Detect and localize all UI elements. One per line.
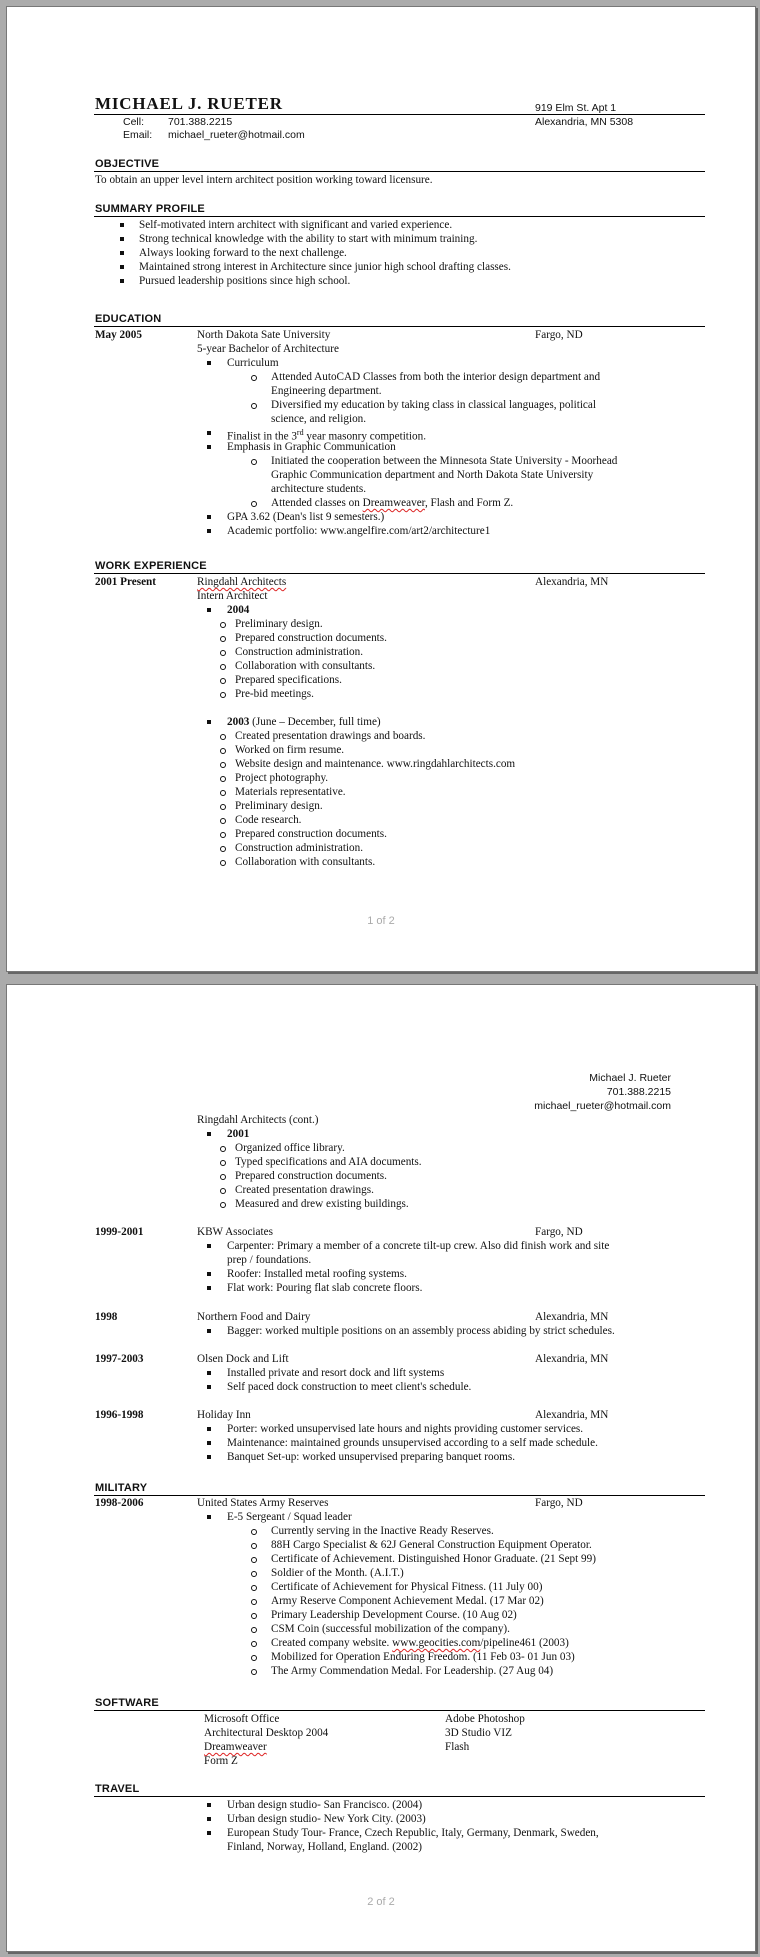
- job-location: Alexandria, MN: [535, 1409, 609, 1421]
- bullet-circle: [251, 1669, 257, 1675]
- software-item: Adobe Photoshop: [445, 1713, 525, 1725]
- bullet-square: [207, 1132, 211, 1136]
- task-item: Organized office library.: [235, 1142, 345, 1154]
- bullet-square: [207, 1371, 211, 1375]
- emphasis-item-cont: architecture students.: [271, 483, 367, 495]
- bullet-circle: [220, 734, 226, 740]
- job-location: Fargo, ND: [535, 1226, 583, 1238]
- military-item: 88H Cargo Specialist & 62J General Construction Equipment Operator.: [271, 1539, 592, 1551]
- military-item: Mobilized for Operation Enduring Freedom. (11 Feb 03- 01 Jun 03): [271, 1651, 575, 1663]
- bullet-circle: [220, 832, 226, 838]
- task-item: Prepared construction documents.: [235, 632, 387, 644]
- military-rank: E-5 Sergeant / Squad leader: [227, 1511, 352, 1523]
- bullet-circle: [251, 1571, 257, 1577]
- summary-item: Always looking forward to the next challenge.: [139, 247, 347, 259]
- job-duty: Banquet Set-up: worked unsupervised preparing banquet rooms.: [227, 1451, 516, 1463]
- bullet-circle: [220, 1146, 226, 1152]
- bullet-circle: [251, 1641, 257, 1647]
- job-duty: Bagger: worked multiple positions on an assembly process abiding by strict schedules.: [227, 1325, 615, 1337]
- bullet-square: [207, 445, 211, 449]
- work-title: Intern Architect: [197, 590, 268, 602]
- bullet-square: [207, 1286, 211, 1290]
- bullet-square: [207, 1385, 211, 1389]
- task-item: Construction administration.: [235, 842, 364, 854]
- job-date: 1998: [95, 1311, 118, 1323]
- task-item: Website design and maintenance. www.ringdahlarchitects.com: [235, 758, 516, 770]
- bullet-circle: [251, 1655, 257, 1661]
- year-2003: 2003: [227, 716, 250, 728]
- travel-item: European Study Tour- France, Czech Republic, Italy, Germany, Denmark, Sweden,: [227, 1827, 599, 1839]
- candidate-name: MICHAEL J. RUETER: [95, 94, 283, 113]
- military-date: 1998-2006: [95, 1497, 144, 1509]
- task-item: Collaboration with consultants.: [235, 856, 376, 868]
- military-item: Soldier of the Month. (A.I.T.): [271, 1567, 404, 1579]
- page-number: 1 of 2: [367, 915, 395, 927]
- summary-item: Strong technical knowledge with the ability to start with minimum training.: [139, 233, 478, 245]
- spellcheck-flagged-word: Dreamweaver: [362, 497, 425, 509]
- section-rule: [94, 1796, 705, 1797]
- job-company: Northern Food and Dairy: [197, 1311, 311, 1323]
- summary-item: Self-motivated intern architect with significant and varied experience.: [139, 219, 453, 231]
- education-date: May 2005: [95, 329, 142, 341]
- bullet-square: [207, 529, 211, 533]
- task-item: Collaboration with consultants.: [235, 660, 376, 672]
- education-heading: EDUCATION: [95, 313, 162, 325]
- bullet-circle: [220, 692, 226, 698]
- work-company: Ringdahl Architects: [197, 576, 287, 588]
- year-2004: 2004: [227, 604, 250, 616]
- summary-item: Pursued leadership positions since high school.: [139, 275, 351, 287]
- bullet-circle: [220, 636, 226, 642]
- email-label: Email:: [123, 129, 153, 141]
- job-duty: Maintenance: maintained grounds unsupervised according to a self made schedule.: [227, 1437, 598, 1449]
- bullet-square: [207, 1831, 211, 1835]
- cell-number: 701.388.2215: [168, 116, 233, 128]
- military-item: Certificate of Achievement. Distinguished Honor Graduate. (21 Sept 99): [271, 1553, 596, 1565]
- curriculum-item-cont: science, and religion.: [271, 413, 367, 425]
- military-item: Army Reserve Component Achievement Medal. (17 Mar 02): [271, 1595, 544, 1607]
- header-name: Michael J. Rueter: [589, 1072, 671, 1084]
- portfolio-item[interactable]: Academic portfolio: www.angelfire.com/art2/architecture1: [227, 525, 491, 537]
- section-rule: [94, 1495, 705, 1496]
- software-item: Dreamweaver: [204, 1741, 267, 1753]
- gpa-item: GPA 3.62 (Dean's list 9 semesters.): [227, 511, 385, 523]
- section-rule: [94, 216, 705, 217]
- bullet-circle: [220, 1174, 226, 1180]
- bullet-square: [207, 608, 211, 612]
- website-text-end: /pipeline461 (2003): [480, 1637, 569, 1649]
- bullet-circle: [220, 622, 226, 628]
- travel-item: Urban design studio- San Francisco. (2004): [227, 1799, 423, 1811]
- task-item: Worked on firm resume.: [235, 744, 345, 756]
- task-item: Prepared construction documents.: [235, 828, 387, 840]
- military-item: Primary Leadership Development Course. (10 Aug 02): [271, 1609, 517, 1621]
- website-text: Created company website.: [271, 1637, 393, 1649]
- military-item: Certificate of Achievement for Physical Fitness. (11 July 00): [271, 1581, 543, 1593]
- task-item: Pre-bid meetings.: [235, 688, 314, 700]
- section-rule: [94, 1710, 705, 1711]
- bullet-circle: [251, 501, 257, 507]
- job-company: Olsen Dock and Lift: [197, 1353, 289, 1365]
- bullet-square: [120, 265, 124, 269]
- work-heading: WORK EXPERIENCE: [95, 560, 207, 572]
- job-location: Alexandria, MN: [535, 1311, 609, 1323]
- finalist-text: Finalist in the 3: [227, 430, 297, 443]
- page-number: 2 of 2: [367, 1896, 395, 1908]
- task-item: Created presentation drawings.: [235, 1184, 374, 1196]
- travel-item: Urban design studio- New York City. (2003): [227, 1813, 426, 1825]
- bullet-circle: [220, 790, 226, 796]
- job-date: 1997-2003: [95, 1353, 144, 1365]
- section-rule: [94, 573, 705, 574]
- bullet-circle: [220, 1160, 226, 1166]
- finalist-sup: rd: [296, 428, 304, 437]
- education-location: Fargo, ND: [535, 329, 583, 341]
- travel-heading: TRAVEL: [95, 1783, 140, 1795]
- bullet-circle: [251, 1627, 257, 1633]
- military-location: Fargo, ND: [535, 1497, 583, 1509]
- task-item: Materials representative.: [235, 786, 346, 798]
- resume-page-1: [6, 6, 756, 972]
- military-website-item: [271, 1636, 569, 1650]
- work-cont-heading: Ringdahl Architects (cont.): [197, 1114, 319, 1126]
- software-item: Architectural Desktop 2004: [204, 1727, 329, 1739]
- bullet-circle: [251, 1557, 257, 1563]
- task-item: Project photography.: [235, 772, 329, 784]
- bullet-square: [207, 515, 211, 519]
- header-phone: 701.388.2215: [606, 1086, 671, 1098]
- bullet-circle: [220, 762, 226, 768]
- job-duty: Porter: worked unsupervised late hours and nights providing customer services.: [227, 1423, 584, 1435]
- job-date: 1999-2001: [95, 1226, 144, 1238]
- bullet-circle: [251, 1543, 257, 1549]
- bullet-circle: [251, 1599, 257, 1605]
- address-line-2: Alexandria, MN 5308: [535, 116, 634, 128]
- education-degree: 5-year Bachelor of Architecture: [197, 343, 339, 355]
- bullet-circle: [220, 846, 226, 852]
- bullet-circle: [251, 403, 257, 409]
- bullet-circle: [220, 678, 226, 684]
- bullet-square: [207, 431, 211, 435]
- bullet-square: [207, 1329, 211, 1333]
- job-duty-cont: prep / foundations.: [227, 1254, 312, 1266]
- bullet-circle: [251, 1613, 257, 1619]
- bullet-circle: [220, 650, 226, 656]
- bullet-square: [120, 251, 124, 255]
- header-email[interactable]: michael_rueter@hotmail.com: [534, 1100, 671, 1112]
- software-item: Microsoft Office: [204, 1713, 280, 1725]
- curriculum-item: Attended AutoCAD Classes from both the interior design department and: [271, 371, 601, 383]
- software-item: Form Z: [204, 1755, 238, 1767]
- bullet-circle: [220, 748, 226, 754]
- year-2003-note: (June – December, full time): [249, 716, 381, 728]
- software-heading: SOFTWARE: [95, 1697, 159, 1709]
- curriculum-item-cont: Engineering department.: [271, 385, 382, 397]
- bullet-square: [207, 361, 211, 365]
- task-item: Prepared specifications.: [235, 674, 342, 686]
- bullet-square: [120, 279, 124, 283]
- bullet-square: [120, 237, 124, 241]
- bullet-circle: [220, 804, 226, 810]
- military-item: The Army Commendation Medal. For Leadership. (27 Aug 04): [271, 1665, 554, 1677]
- bullet-square: [207, 1515, 211, 1519]
- software-item: Flash: [445, 1741, 470, 1753]
- emphasis-item: [271, 496, 513, 510]
- finalist-text-end: year masonry competition.: [303, 430, 427, 443]
- section-rule: [94, 171, 705, 172]
- education-school: North Dakota Sate University: [197, 329, 331, 341]
- job-company: KBW Associates: [197, 1226, 273, 1238]
- bullet-circle: [251, 375, 257, 381]
- task-item: Prepared construction documents.: [235, 1170, 387, 1182]
- task-item: Typed specifications and AIA documents.: [235, 1156, 422, 1168]
- bullet-square: [207, 1441, 211, 1445]
- objective-text: To obtain an upper level intern architect position working toward licensure.: [95, 174, 433, 186]
- emphasis-item-cont: Graphic Communication department and North Dakota State University: [271, 469, 594, 481]
- bullet-square: [207, 1427, 211, 1431]
- bullet-circle: [251, 459, 257, 465]
- summary-heading: SUMMARY PROFILE: [95, 203, 205, 215]
- job-location: Alexandria, MN: [535, 1353, 609, 1365]
- bullet-square: [207, 720, 211, 724]
- bullet-circle: [251, 1529, 257, 1535]
- job-duty: Self paced dock construction to meet client's schedule.: [227, 1381, 472, 1393]
- bullet-square: [207, 1817, 211, 1821]
- task-item: Measured and drew existing buildings.: [235, 1198, 409, 1210]
- job-date: 1996-1998: [95, 1409, 144, 1421]
- travel-item-cont: Finland, Norway, Holland, England. (2002): [227, 1841, 423, 1853]
- bullet-square: [120, 223, 124, 227]
- emphasis-text-end: , Flash and Form Z.: [424, 497, 514, 509]
- military-item: Currently serving in the Inactive Ready Reserves.: [271, 1525, 494, 1537]
- curriculum-label: Curriculum: [227, 357, 279, 369]
- task-item: Preliminary design.: [235, 618, 323, 630]
- bullet-circle: [220, 1188, 226, 1194]
- summary-item: Maintained strong interest in Architecture since junior high school drafting classes.: [139, 261, 511, 273]
- task-item: Construction administration.: [235, 646, 364, 658]
- bullet-circle: [220, 818, 226, 824]
- bullet-square: [207, 1803, 211, 1807]
- bullet-square: [207, 1455, 211, 1459]
- curriculum-item: Diversified my education by taking class in classical languages, political: [271, 399, 596, 411]
- task-item: Preliminary design.: [235, 800, 323, 812]
- year-2003-line: [227, 715, 381, 729]
- resume-page-2: [6, 984, 756, 1952]
- job-company: Holiday Inn: [197, 1409, 251, 1421]
- objective-heading: OBJECTIVE: [95, 158, 160, 170]
- military-org: United States Army Reserves: [197, 1497, 329, 1509]
- task-item: Code research.: [235, 814, 302, 826]
- military-item: CSM Coin (successful mobilization of the company).: [271, 1623, 510, 1635]
- address-line-1: 919 Elm St. Apt 1: [535, 102, 617, 114]
- bullet-circle: [220, 1202, 226, 1208]
- emphasis-label: Emphasis in Graphic Communication: [227, 441, 396, 453]
- bullet-circle: [220, 664, 226, 670]
- bullet-circle: [251, 1585, 257, 1591]
- section-rule: [94, 326, 705, 327]
- bullet-circle: [220, 776, 226, 782]
- bullet-circle: [220, 860, 226, 866]
- bullet-square: [207, 1244, 211, 1248]
- emphasis-text: Attended classes on: [271, 497, 363, 509]
- year-2001: 2001: [227, 1128, 250, 1140]
- job-duty: Roofer: Installed metal roofing systems.: [227, 1268, 407, 1280]
- job-duty: Installed private and resort dock and lift systems: [227, 1367, 445, 1379]
- website-link[interactable]: www.geocities.com: [392, 1637, 481, 1649]
- job-duty: Flat work: Pouring flat slab concrete floors.: [227, 1282, 423, 1294]
- work-location: Alexandria, MN: [535, 576, 609, 588]
- software-item: 3D Studio VIZ: [445, 1727, 512, 1739]
- emphasis-item: Initiated the cooperation between the Minnesota State University - Moorhead: [271, 455, 618, 467]
- cell-label: Cell:: [123, 116, 145, 128]
- military-heading: MILITARY: [95, 1482, 148, 1494]
- job-duty: Carpenter: Primary a member of a concrete tilt-up crew. Also did finish work and site: [227, 1240, 610, 1252]
- task-item: Created presentation drawings and boards.: [235, 730, 426, 742]
- work-date: 2001 Present: [95, 576, 157, 588]
- email-address[interactable]: michael_rueter@hotmail.com: [168, 129, 305, 141]
- bullet-square: [207, 1272, 211, 1276]
